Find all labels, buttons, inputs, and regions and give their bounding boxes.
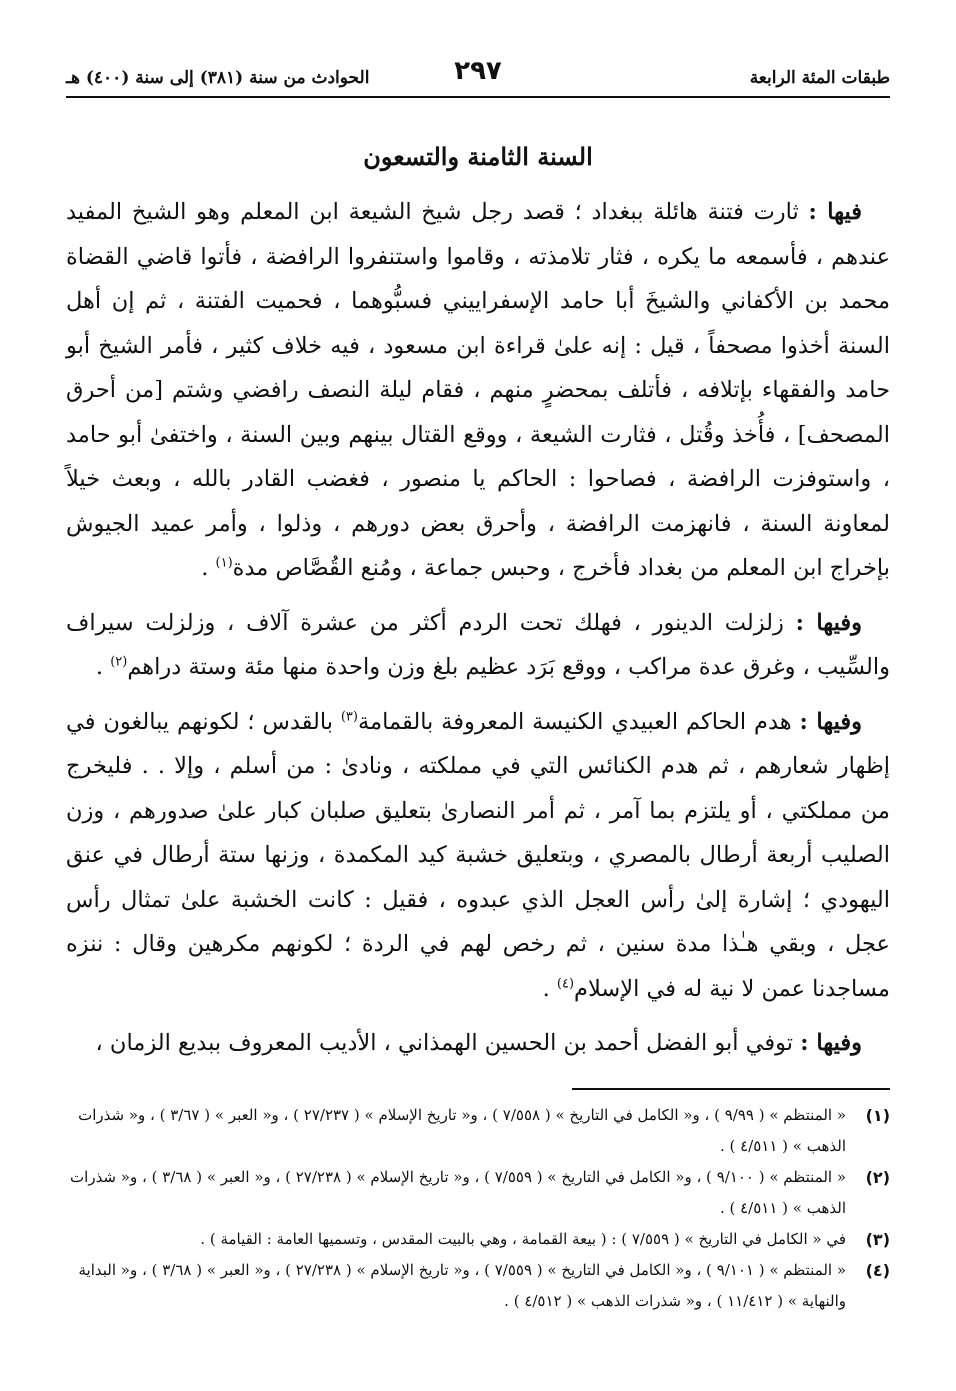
page-number: ٢٩٧: [454, 56, 502, 86]
paragraph-tail: .: [542, 975, 557, 1002]
paragraph: [66, 190, 890, 591]
footnote: [66, 1255, 890, 1317]
footnote-number: (٣): [865, 1230, 890, 1249]
paragraph-text: زلزلت الدينور ، فهلك تحت الردم أكثر من عشرة آلاف ، وزلزلت سيراف والسِّيب ، وغرق عدة مراكب ، ووقع بَرَد عظيم بلغ وزن واحدة منها مئة وستة دراهم: [66, 609, 890, 680]
running-header: [66, 56, 890, 98]
footnote-number: (٢): [865, 1168, 890, 1187]
paragraph: [66, 700, 890, 1012]
footnote-number: (٤): [865, 1261, 890, 1280]
footnotes: [66, 1100, 890, 1317]
footnote-text: في « الكامل في التاريخ » ( ٧/٥٥٩ ) : ( بيعة القمامة ، وهي بالبيت المقدس ، وتسميها العامة : القيامة ) .: [200, 1230, 846, 1248]
paragraph-tail: .: [95, 654, 111, 680]
footnote-number: (١): [865, 1106, 890, 1125]
paragraph-text: هدم الحاكم العبيدي الكنيسة المعروفة بالقمامة: [357, 708, 792, 735]
paragraph-lead: وفيها :: [800, 1030, 862, 1056]
footnote-separator: [572, 1088, 890, 1090]
paragraph-lead: وفيها :: [795, 609, 862, 636]
footnote-text: « المنتظم » ( ٩/٩٩ ) ، و« الكامل في التاريخ » ( ٧/٥٥٨ ) ، و« تاريخ الإسلام » ( ٢٧/٢٣٧ ) ، و« العبر » ( ٣/٦٧ ) ، و« شذرات الذهب » ( ٤/٥١١ ) .: [78, 1106, 846, 1155]
paragraph-tail: .: [201, 555, 216, 581]
paragraph-text: توفي أبو الفضل أحمد بن الحسين الهمذاني ، الأديب المعروف ببديع الزمان ،: [95, 1030, 794, 1056]
paragraph-lead: وفيها :: [799, 708, 862, 735]
footnote-ref[interactable]: (١): [215, 555, 233, 571]
main-text: [66, 190, 890, 1076]
paragraph-text: ثارت فتنة هائلة ببغداد ؛ قصد رجل شيخ الشيعة ابن المعلم وهو الشيخ المفيد عندهم ، فأسمعه ما يكره ، فثار تلامذته ، وقاموا واستنفروا الرافضة ، فأتوا قاضي القضاة محمد بن الأكفاني والشيخَ أبا حامد الإسفراييني فسبُّوهما ، فحميت الفتنة ، ثم إن أهل السنة أخذوا مصحفاً ، قيل : إنه علىٰ قراءة ابن مسعود ، فيه خلاف كثير ، فأمر الشيخ أبو حامد والفقهاء بإتلافه ، فأتلف بمحضرٍ منهم ، فقام ليلة النصف رافضي وشتم [من أحرق المصحف] ، فأُخذ وقُتل ، فثارت الشيعة ، ووقع القتال بينهم وبين السنة ، واختفىٰ أبو حامد ، واستوفزت الرافضة ، فصاحوا : الحاكم يا منصور ، فغضب القادر بالله ، وبعث خيلاً لمعاونة السنة ، فانهزمت الرافضة ، وأحرق بعض دورهم ، وذلوا ، وأمر عميد الجيوش بإخراج ابن المعلم من بغداد فأخرج ، وحبس جماعة ، ومُنع القُصَّاص مدة: [66, 199, 890, 581]
footnote-ref[interactable]: (٢): [110, 654, 128, 670]
paragraph: [66, 1021, 890, 1066]
footnote-text: « المنتظم » ( ٩/١٠٠ ) ، و« الكامل في التاريخ » ( ٧/٥٥٩ ) ، و« تاريخ الإسلام » ( ٢٧/٢٣٨ ) ، و« العبر » ( ٣/٦٨ ) ، و« شذرات الذهب » ( ٤/٥١١ ) .: [70, 1168, 846, 1217]
footnote: [66, 1100, 890, 1162]
footnote: [66, 1162, 890, 1224]
footnote-ref[interactable]: (٣): [340, 709, 358, 724]
footnote: [66, 1224, 890, 1255]
footnote-ref[interactable]: (٤): [556, 976, 575, 991]
paragraph: [66, 601, 890, 690]
footnote-text: « المنتظم » ( ٩/١٠١ ) ، و« الكامل في التاريخ » ( ٧/٥٥٩ ) ، و« تاريخ الإسلام » ( ٢٧/٢٣٨ ) ، و« العبر » ( ٣/٦٨ ) ، و« البداية والنهاية » ( ١١/٤١٢ ) ، و« شذرات الذهب » ( ٤/٥١٢ ) .: [78, 1261, 846, 1310]
paragraph-lead: فيها :: [808, 199, 862, 225]
header-chapter-title: الحوادث من سنة (٣٨١) إلى سنة (٤٠٠) هـ: [66, 68, 370, 88]
header-book-title: طبقات المئة الرابعة: [749, 68, 890, 88]
paragraph-tail: بالقدس ؛ لكونهم يبالغون في إظهار شعارهم ، ثم هدم الكنائس التي في مملكته ، ونادىٰ : من أسلم ، وإلا . . فليخرج من مملكتي ، أو يلتزم بما آمر ، ثم أمر النصارىٰ بتعليق صلبان كبار علىٰ صدورهم ، وزن الصليب أربعة أرطال بالمصري ، وبتعليق خشبة كيد المكمدة ، وزنها ستة أرطال في عنق اليهودي ؛ إشارة إلىٰ رأس العجل الذي عبدوه ، فقيل : كانت الخشبة علىٰ تمثال رأس عجل ، وبقي هـٰذا مدة سنين ، ثم رخص لهم في الردة ؛ لكونهم مكرهين وقال : ننزه مساجدنا عمن لا نية له في الإسلام: [66, 708, 890, 1002]
section-title: السنة الثامنة والتسعون: [363, 142, 593, 171]
